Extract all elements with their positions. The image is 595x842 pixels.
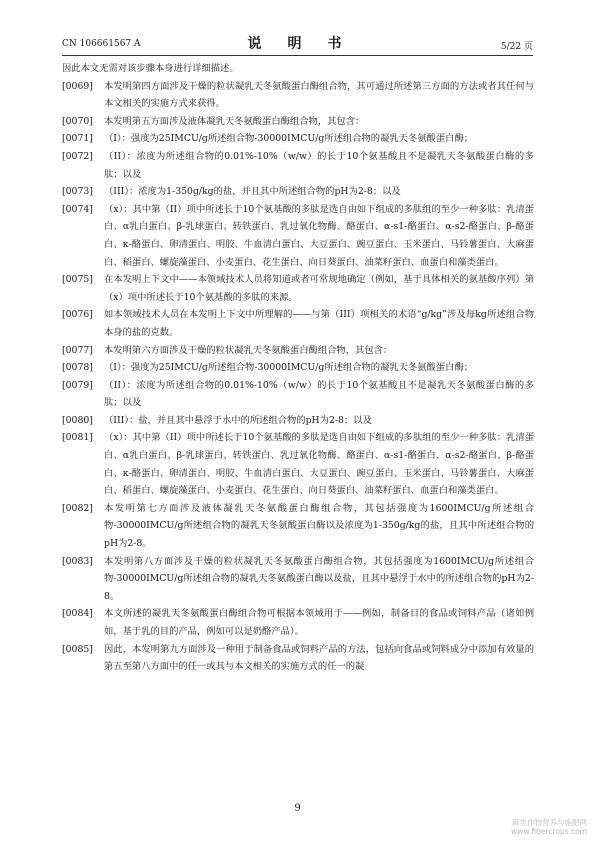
intro-line: 因此本文无需对该步骤本身进行详细描述。 bbox=[62, 63, 239, 74]
paragraph-number: [0072] bbox=[62, 150, 93, 162]
paragraph-text: 本发明第五方面涉及液体凝乳天冬氨酸蛋白酶组合物，其包含： bbox=[104, 115, 365, 127]
paragraph bbox=[62, 641, 534, 676]
paragraph-number: [0080] bbox=[62, 414, 93, 426]
paragraph bbox=[62, 359, 534, 377]
paragraph-text: 本发明第八方面涉及干燥的粒状凝乳天冬氨酸蛋白酶组合物，其包括强度为1600IMCU/g所述组合物-30000IMCU/g所述组合物的凝乳天冬氨酸蛋白酶以及盐，且其中悬浮于水中的所述组合物的pH为2-8。 bbox=[104, 555, 534, 602]
paragraph-text: 本发明第四方面涉及干燥的粒状凝乳天冬氨酸蛋白酶组合物，其可通过所述第三方面的方法或者其任何与本文相关的实施方式来获得。 bbox=[104, 80, 534, 110]
paragraph bbox=[62, 377, 534, 412]
paragraph-number: [0071] bbox=[62, 133, 93, 145]
paragraph bbox=[62, 342, 534, 360]
paragraph-number: [0077] bbox=[62, 344, 93, 356]
watermark bbox=[511, 818, 587, 836]
paragraph-text: （II）：浓度为所述组合物的0.01%-10%（w/w）的长于10个氨基酸且不是凝乳天冬氨酸蛋白酶的多肽；以及 bbox=[104, 150, 534, 180]
paragraph bbox=[62, 553, 534, 606]
paragraph-text: （I）：强度为25IMCU/g所述组合物-30000IMCU/g所述组合物的凝乳天冬氨酸蛋白酶； bbox=[104, 362, 474, 374]
paragraph-number: [0073] bbox=[62, 186, 93, 198]
paragraph bbox=[62, 113, 534, 131]
paragraph-number: [0076] bbox=[62, 309, 93, 321]
paragraph-text: （III）：浓度为1-350g/kg的盐，并且其中所述组合物的pH为2-8；以及 bbox=[104, 186, 401, 198]
paragraph-text: 本发明第六方面涉及干燥的粒状凝乳天冬氨酸蛋白酶组合物，其包含： bbox=[104, 344, 393, 356]
paragraph-text: （x）：其中第（II）项中所述长于10个氨基酸的多肽是选自由如下组成的多肽组的至少一种多肽：乳清蛋白、α乳白蛋白、β-乳球蛋白、转铁蛋白、乳过氧化物酶、酪蛋白、α-s1-酪蛋白、α-s2-酪蛋白、β-酪蛋白、κ-酪蛋白、卵清蛋白、明胶、牛血清白蛋白、大豆蛋白、豌豆蛋白、玉米蛋白、马铃薯蛋白、大麻蛋白、稻蛋白、螺旋藻蛋白、小麦蛋白、花生蛋白、向日葵蛋白、油菜籽蛋白、血蛋白和藻类蛋白。 bbox=[104, 203, 534, 268]
watermark-site-name: 麻类作物营养与施肥网 bbox=[512, 818, 587, 827]
paragraph bbox=[62, 271, 534, 306]
paragraph bbox=[62, 130, 534, 148]
paragraph-text: （x）：其中第（II）项中所述长于10个氨基酸的多肽是选自由如下组成的多肽组的至少一种多肽：乳清蛋白、α乳白蛋白、β-乳球蛋白、转铁蛋白、乳过氧化物酶、酪蛋白、α-s1-酪蛋白、α-s2-酪蛋白、β-酪蛋白、κ-酪蛋白、卵清蛋白、明胶、牛血清白蛋白、大豆蛋白、豌豆蛋白、玉米蛋白、马铃薯蛋白、大麻蛋白、稻蛋白、螺旋藻蛋白、小麦蛋白、花生蛋白、向日葵蛋白、油菜籽蛋白、血蛋白和藻类蛋白。 bbox=[104, 432, 534, 497]
paragraph-number: [0075] bbox=[62, 274, 93, 286]
paragraph-text: （I）：强度为25IMCU/g所述组合物-30000IMCU/g所述组合物的凝乳天冬氨酸蛋白酶； bbox=[104, 133, 474, 145]
paragraph-number: [0081] bbox=[62, 432, 93, 444]
paragraph-text: （II）：浓度为所述组合物的0.01%-10%（w/w）的长于10个氨基酸且不是凝乳天冬氨酸蛋白酶的多肽；以及 bbox=[104, 379, 534, 409]
paragraph-number: [0078] bbox=[62, 362, 93, 374]
page-number: 9 bbox=[294, 803, 301, 814]
paragraph-text: 如本领域技术人员在本发明上下文中所理解的——与第（III）项相关的术语“g/kg”涉及每kg所述组合物本身的盐的克数。 bbox=[104, 309, 534, 338]
paragraph-number: [0079] bbox=[62, 379, 93, 391]
paragraph-number: [0085] bbox=[62, 643, 93, 655]
paragraph-text: 在本发明上下文中——本领域技术人员将知道或者可常规地确定（例如，基于具体相关的氨基酸序列）第（x）项中所述长于10个氨基酸的多肽的来源。 bbox=[104, 274, 534, 303]
paragraph bbox=[62, 78, 534, 113]
paragraph-list bbox=[62, 78, 534, 676]
paragraph bbox=[62, 148, 534, 183]
paragraph-text: 本文所述的凝乳天冬氨酸蛋白酶组合物可根据本领域用于——例如，制备目的食品或饲料产品（诸如例如，基于乳的目的产品，例如可以是奶酪产品）。 bbox=[104, 608, 534, 637]
paragraph bbox=[62, 412, 534, 430]
paragraph-number: [0069] bbox=[62, 80, 93, 92]
page-header bbox=[62, 33, 533, 51]
paragraph-number: [0082] bbox=[62, 502, 93, 514]
document-body bbox=[62, 60, 534, 676]
paragraph-text: 本发明第七方面涉及液体凝乳天冬氨酸蛋白酶组合物，其包括强度为1600IMCU/g所述组合物-30000IMCU/g所述组合物的凝乳天冬氨酸蛋白酶以及浓度为1-350g/kg的盐，且其中所述组合物的pH为2-8。 bbox=[104, 502, 534, 550]
paragraph bbox=[62, 605, 534, 640]
page-reference: 5/22 页 bbox=[500, 42, 533, 52]
paragraph bbox=[62, 201, 534, 271]
doc-number: CN 106661567 A bbox=[62, 39, 141, 49]
paragraph-number: [0074] bbox=[62, 203, 93, 215]
paragraph-text: （III）：盐，并且其中悬浮于水中的所述组合物的pH为2-8；以及 bbox=[104, 414, 372, 426]
page-title: 说 明 书 bbox=[247, 36, 348, 52]
paragraph bbox=[62, 500, 534, 553]
paragraph bbox=[62, 306, 534, 341]
header-divider bbox=[62, 55, 533, 56]
watermark-url: www.fibercrops.com bbox=[511, 827, 587, 836]
paragraph bbox=[62, 183, 534, 201]
paragraph-number: [0083] bbox=[62, 555, 93, 567]
paragraph-number: [0070] bbox=[62, 115, 93, 127]
paragraph-number: [0084] bbox=[62, 608, 93, 620]
paragraph-text: 因此，本发明第九方面涉及一种用于制备食品或饲料产品的方法，包括向食品或饲料成分中添加有效量的第五至第八方面中的任一或其与本文相关的实施方式的任一的凝 bbox=[104, 643, 534, 673]
paragraph bbox=[62, 429, 534, 499]
